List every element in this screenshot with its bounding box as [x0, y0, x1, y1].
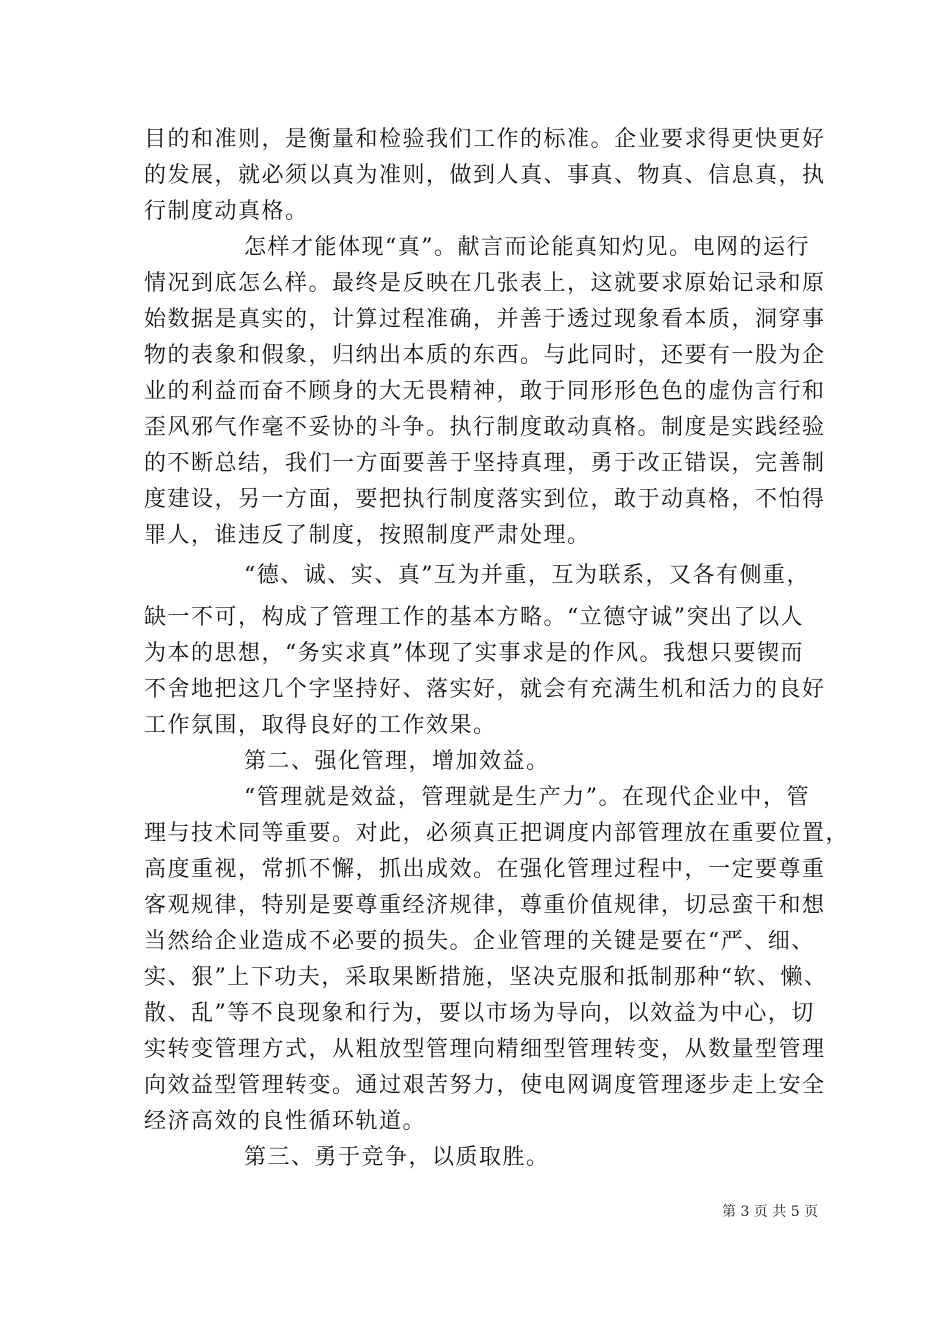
- text-line: 理与技术同等重要。对此，必须真正把调度内部管理放在重要位置，: [144, 821, 850, 846]
- page-number: 第 3 页 共 5 页: [722, 1204, 819, 1220]
- text-line: 的不断总结，我们一方面要善于坚持真理，勇于改正错误，完善制: [144, 451, 826, 476]
- text-line: 经济高效的良性循环轨道。: [144, 1109, 427, 1134]
- text-line: 当然给企业造成不必要的损失。企业管理的关键是要在“严、细、: [144, 929, 815, 954]
- text-line: 客观规律，特别是要尊重经济规律，尊重价值规律，切忌蛮干和想: [144, 893, 826, 918]
- text-line: 情况到底怎么样。最终是反映在几张表上，这就要求原始记录和原: [144, 271, 826, 296]
- text-line: 的发展，就必须以真为准则，做到人真、事真、物真、信息真，执: [144, 163, 826, 188]
- text-line: 物的表象和假象，归纳出本质的东西。与此同时，还要有一股为企: [144, 343, 826, 368]
- section-heading: 第二、强化管理，增加效益。: [244, 749, 550, 774]
- text-line: 始数据是真实的，计算过程准确，并善于透过现象看本质，洞穿事: [144, 307, 826, 332]
- text-line: 高度重视，常抓不懈，抓出成效。在强化管理过程中，一定要尊重: [144, 857, 826, 882]
- text-line: 散、乱”等不良现象和行为，要以市场为导向，以效益为中心，切: [144, 1001, 815, 1026]
- text-line: 为本的思想，“务实求真”体现了实事求是的作风。我想只要锲而: [144, 641, 804, 666]
- section-heading: 第三、勇于竞争，以质取胜。: [244, 1145, 550, 1170]
- text-line: 行制度动真格。: [144, 199, 309, 224]
- text-line: 不舍地把这几个字坚持好、落实好，就会有充满生机和活力的良好: [144, 677, 826, 702]
- paragraph-start-line: “管理就是效益，管理就是生产力”。在现代企业中，管: [244, 785, 810, 810]
- text-line: 度建设，另一方面，要把执行制度落实到位，敢于动真格，不怕得: [144, 487, 826, 512]
- text-line: 工作氛围，取得良好的工作效果。: [144, 713, 497, 738]
- text-line: 业的利益而奋不顾身的大无畏精神，敢于同形形色色的虚伪言行和: [144, 379, 826, 404]
- text-line: 实、狠”上下功夫，采取果断措施，坚决克服和抵制那种“软、懒、: [144, 965, 828, 990]
- text-line: 目的和准则，是衡量和检验我们工作的标准。企业要求得更快更好: [144, 127, 826, 152]
- paragraph-start-line: “德、诚、实、真”互为并重，互为联系，又各有侧重，: [244, 563, 810, 588]
- text-line: 缺一不可，构成了管理工作的基本方略。“立德守诚”突出了以人: [144, 605, 804, 630]
- paragraph-start-line: 怎样才能体现“真”。献言而论能真知灼见。电网的运行: [244, 235, 810, 260]
- text-line: 实转变管理方式，从粗放型管理向精细型管理转变，从数量型管理: [144, 1037, 826, 1062]
- text-line: 歪风邪气作毫不妥协的斗争。执行制度敢动真格。制度是实践经验: [144, 415, 826, 440]
- text-line: 向效益型管理转变。通过艰苦努力，使电网调度管理逐步走上安全: [144, 1073, 826, 1098]
- text-line: 罪人，谁违反了制度，按照制度严肃处理。: [144, 523, 591, 548]
